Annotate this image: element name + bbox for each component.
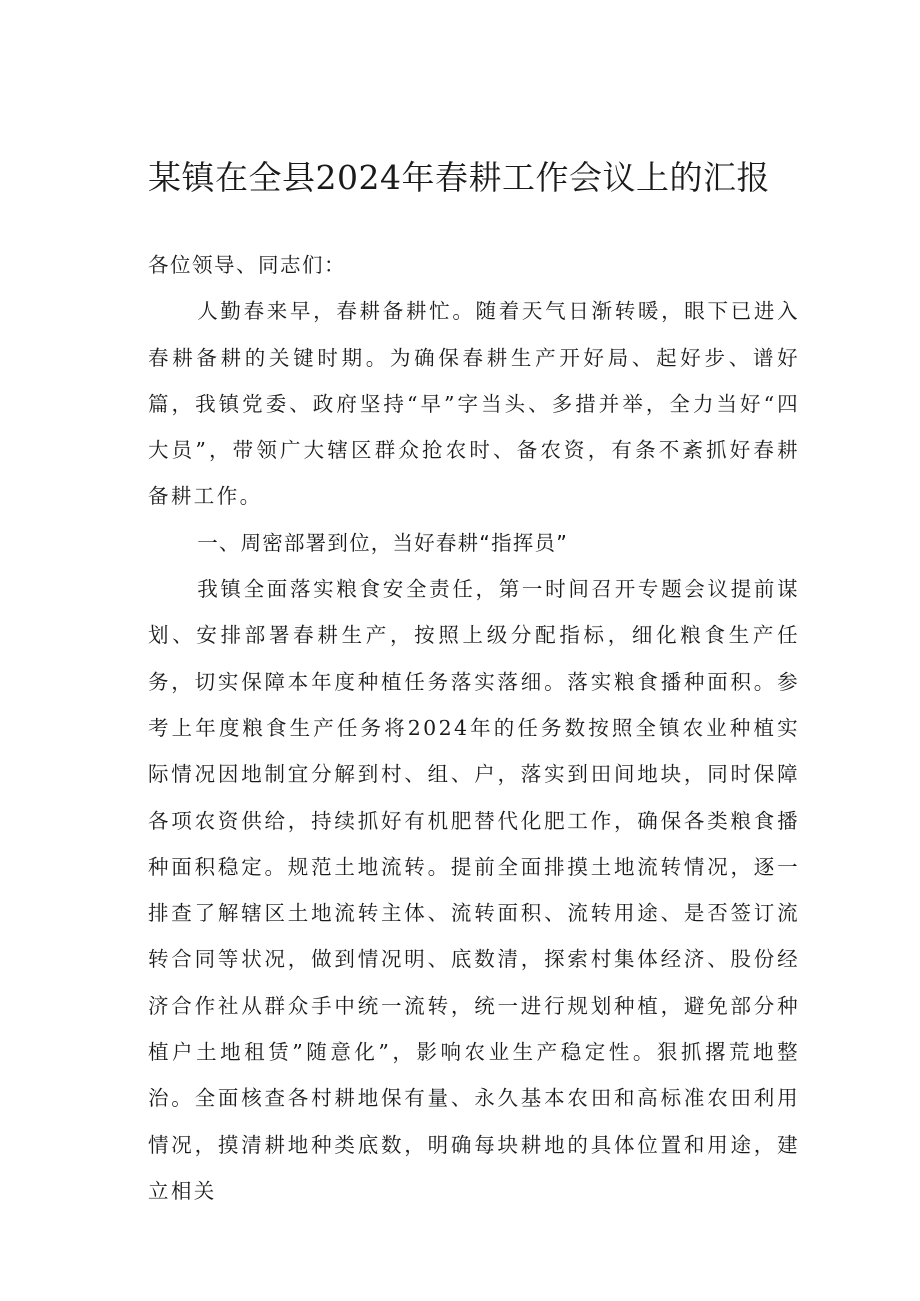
section-paragraph: 我镇全面落实粮食安全责任，第一时间召开专题会议提前谋划、安排部署春耕生产，按照上级分配指标，细化粮食生产任务，切实保障本年度种植任务落实落细。落实粮食播种面积。参考上年度粮食生产任务将2024年的任务数按照全镇农业种植实际情况因地制宜分解到村、组、户，落实到田间地块，同时保障各项农资供给，持续抓好有机肥替代化肥工作，确保各类粮食播种面积稳定。规范土地流转。提前全面排摸土地流转情况，逐一排查了解辖区土地流转主体、流转面积、流转用途、是否签订流转合同等状况，做到情况明、底数清，探索村集体经济、股份经济合作社从群众手中统一流转，统一进行规划种植，避免部分种植户土地租赁”随意化”，影响农业生产稳定性。狠抓撂荒地整治。全面核查各村耕地保有量、永久基本农田和高标准农田利用情况，摸清耕地种类底数，明确每块耕地的具体位置和用途，建立相关 [148, 577, 800, 1203]
document-body [148, 242, 800, 1214]
document-title: 某镇在全县2024年春耕工作会议上的汇报 [148, 158, 770, 197]
intro-paragraph: 人勤春来早，春耕备耕忙。随着天气日渐转暖，眼下已进入春耕备耕的关键时期。为确保春耕生产开好局、起好步、谱好篇，我镇党委、政府坚持“早”字当头、多措并举，全力当好“四大员”，带领广大辖区群众抢农时、备农资，有条不紊抓好春耕备耕工作。 [148, 299, 800, 509]
section-heading: 一、周密部署到位，当好春耕“指挥员” [197, 530, 569, 555]
salutation: 各位领导、同志们： [148, 253, 346, 277]
